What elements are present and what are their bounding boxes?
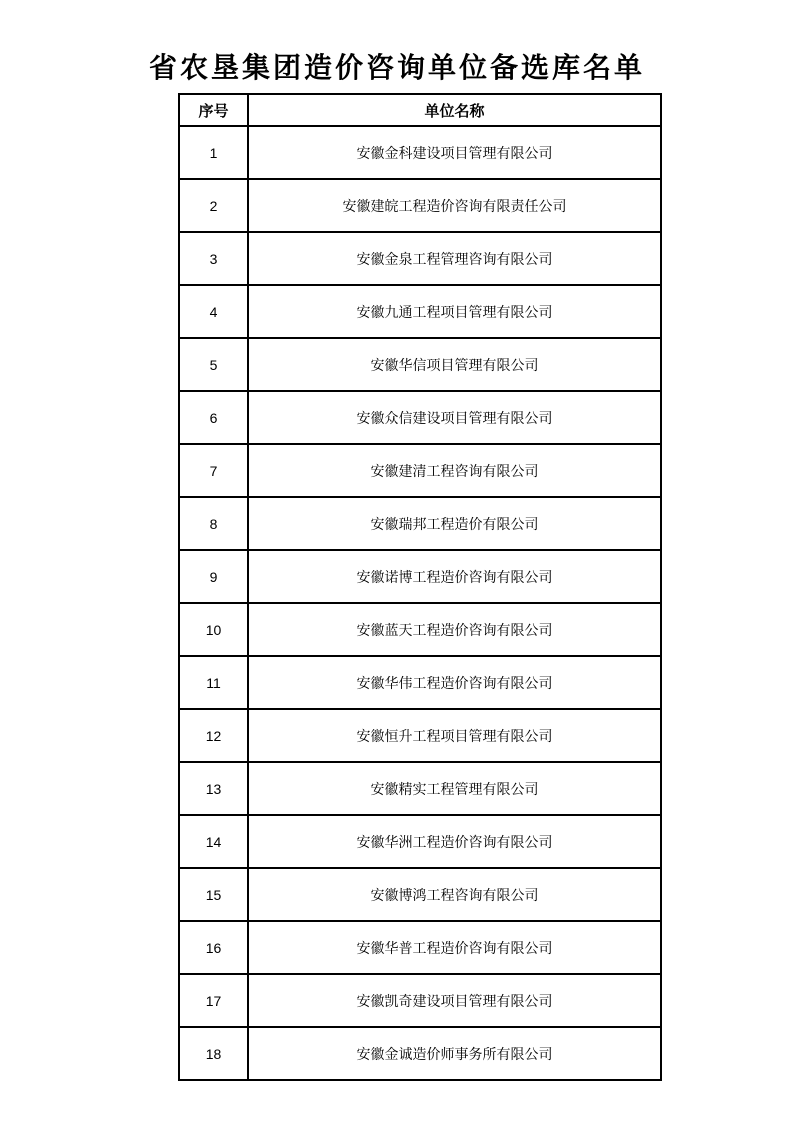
row-serial-number: 5 xyxy=(179,338,248,391)
row-unit-name: 安徽蓝天工程造价咨询有限公司 xyxy=(248,603,661,656)
row-unit-name: 安徽建皖工程造价咨询有限责任公司 xyxy=(248,179,661,232)
page-title: 省农垦集团造价咨询单位备选库名单 xyxy=(148,51,645,84)
row-unit-name: 安徽金科建设项目管理有限公司 xyxy=(248,126,661,179)
row-unit-name: 安徽诺博工程造价咨询有限公司 xyxy=(248,550,661,603)
row-unit-name: 安徽九通工程项目管理有限公司 xyxy=(248,285,661,338)
row-unit-name: 安徽华伟工程造价咨询有限公司 xyxy=(248,656,661,709)
column-header-unit-name: 单位名称 xyxy=(248,94,661,126)
row-serial-number: 18 xyxy=(179,1027,248,1080)
table-row xyxy=(179,338,661,391)
row-unit-name: 安徽金诚造价师事务所有限公司 xyxy=(248,1027,661,1080)
row-serial-number: 12 xyxy=(179,709,248,762)
row-serial-number: 11 xyxy=(179,656,248,709)
row-serial-number: 16 xyxy=(179,921,248,974)
row-unit-name: 安徽恒升工程项目管理有限公司 xyxy=(248,709,661,762)
row-serial-number: 4 xyxy=(179,285,248,338)
table-header-row xyxy=(179,94,661,126)
table-row xyxy=(179,179,661,232)
row-serial-number: 7 xyxy=(179,444,248,497)
table-row xyxy=(179,868,661,921)
row-unit-name: 安徽精实工程管理有限公司 xyxy=(248,762,661,815)
table-row xyxy=(179,603,661,656)
row-unit-name: 安徽金泉工程管理咨询有限公司 xyxy=(248,232,661,285)
column-header-serial-number: 序号 xyxy=(179,94,248,126)
table-row xyxy=(179,974,661,1027)
row-serial-number: 13 xyxy=(179,762,248,815)
table-row xyxy=(179,126,661,179)
table-row xyxy=(179,762,661,815)
table-body xyxy=(179,126,661,1080)
row-serial-number: 17 xyxy=(179,974,248,1027)
row-unit-name: 安徽建清工程咨询有限公司 xyxy=(248,444,661,497)
row-unit-name: 安徽华洲工程造价咨询有限公司 xyxy=(248,815,661,868)
table-row xyxy=(179,497,661,550)
row-unit-name: 安徽瑞邦工程造价有限公司 xyxy=(248,497,661,550)
row-serial-number: 14 xyxy=(179,815,248,868)
row-unit-name: 安徽凯奇建设项目管理有限公司 xyxy=(248,974,661,1027)
table-row xyxy=(179,391,661,444)
vendor-table xyxy=(178,93,662,1081)
row-serial-number: 9 xyxy=(179,550,248,603)
row-unit-name: 安徽华普工程造价咨询有限公司 xyxy=(248,921,661,974)
table-row xyxy=(179,444,661,497)
table-row xyxy=(179,815,661,868)
table-row xyxy=(179,921,661,974)
row-unit-name: 安徽博鸿工程咨询有限公司 xyxy=(248,868,661,921)
row-serial-number: 8 xyxy=(179,497,248,550)
row-unit-name: 安徽华信项目管理有限公司 xyxy=(248,338,661,391)
row-serial-number: 1 xyxy=(179,126,248,179)
row-unit-name: 安徽众信建设项目管理有限公司 xyxy=(248,391,661,444)
row-serial-number: 2 xyxy=(179,179,248,232)
table-row xyxy=(179,656,661,709)
row-serial-number: 3 xyxy=(179,232,248,285)
row-serial-number: 15 xyxy=(179,868,248,921)
table-row xyxy=(179,285,661,338)
table-row xyxy=(179,709,661,762)
table-row xyxy=(179,550,661,603)
row-serial-number: 6 xyxy=(179,391,248,444)
row-serial-number: 10 xyxy=(179,603,248,656)
table-row xyxy=(179,1027,661,1080)
table-row xyxy=(179,232,661,285)
